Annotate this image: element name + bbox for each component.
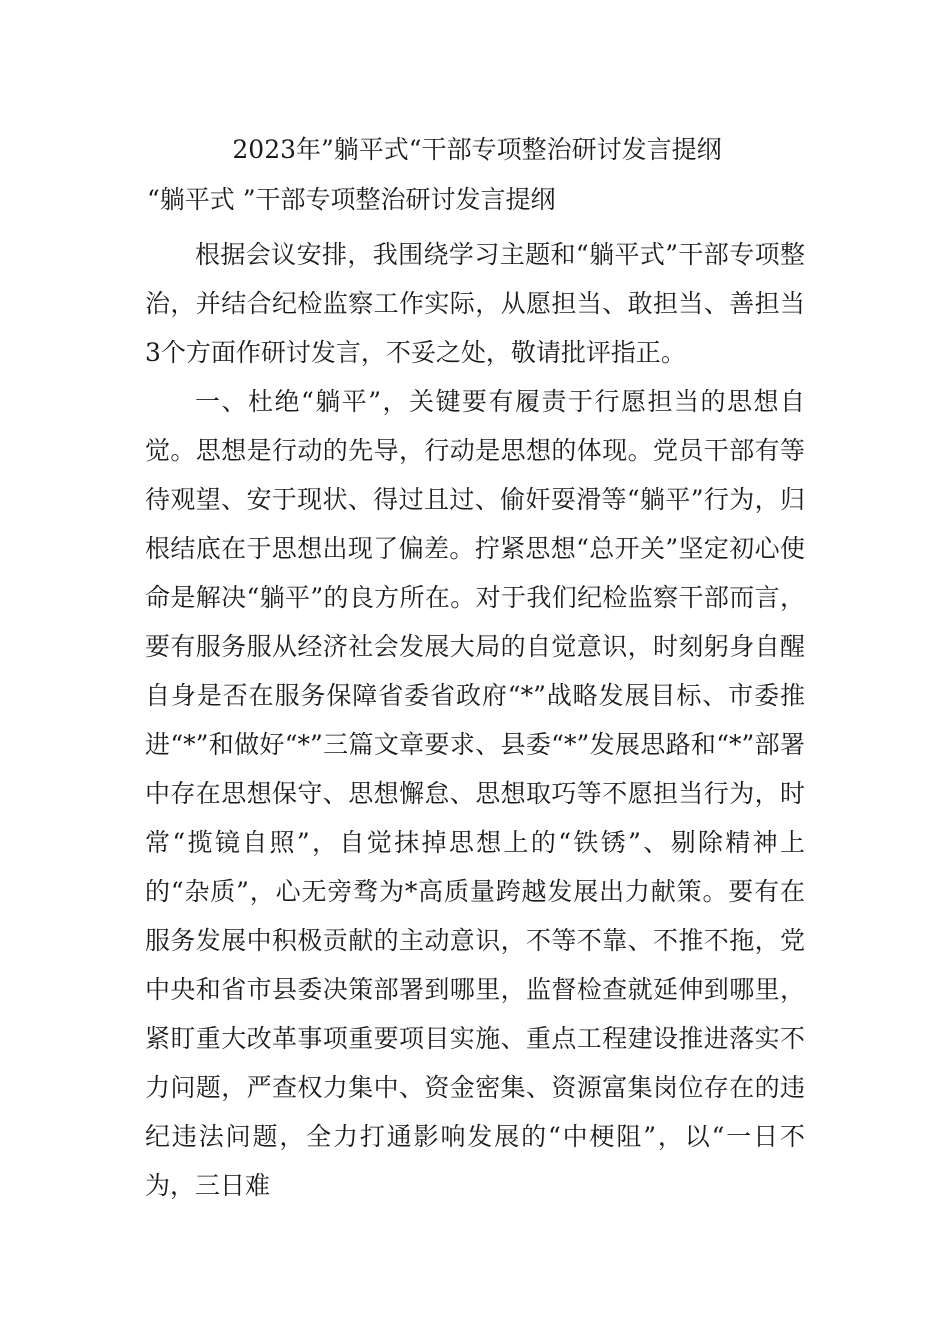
document-body bbox=[145, 230, 805, 1210]
document-subtitle: “躺平式 ”干部专项整治研讨发言提纲 bbox=[147, 185, 556, 214]
document-title: 2023年”躺平式“干部专项整治研讨发言提纲 bbox=[232, 135, 722, 164]
paragraph-section-one: 一、杜绝“躺平”，关键要有履责于行愿担当的思想自觉。思想是行动的先导，行动是思想的体现。党员干部有等待观望、安于现状、得过且过、偷奸耍滑等“躺平”行为，归根结底在于思想出现了偏差。拧紧思想“总开关”坚定初心使命是解决“躺平”的良方所在。对于我们纪检监察干部而言，要有服务服从经济社会发展大局的自觉意识，时刻躬身自醒自身是否在服务保障省委省政府“*”战略发展目标、市委推进“*”和做好“*”三篇文章要求、县委“*”发展思路和“*”部署中存在思想保守、思想懈怠、思想取巧等不愿担当行为，时常“揽镜自照”，自觉抹掉思想上的“铁锈”、剔除精神上的“杂质”，心无旁骛为*高质量跨越发展出力献策。要有在服务发展中积极贡献的主动意识，不等不靠、不推不拖，党中央和省市县委决策部署到哪里，监督检查就延伸到哪里，紧盯重大改革事项重要项目实施、重点工程建设推进落实不力问题，严查权力集中、资金密集、资源富集岗位存在的违纪违法问题，全力打通影响发展的“中梗阻”，以“一日不为，三日难 bbox=[145, 387, 805, 1200]
paragraph-intro: 根据会议安排，我围绕学习主题和“躺平式”干部专项整治，并结合纪检监察工作实际，从愿担当、敢担当、善担当3个方面作研讨发言，不妥之处，敬请批评指正。 bbox=[145, 240, 805, 367]
